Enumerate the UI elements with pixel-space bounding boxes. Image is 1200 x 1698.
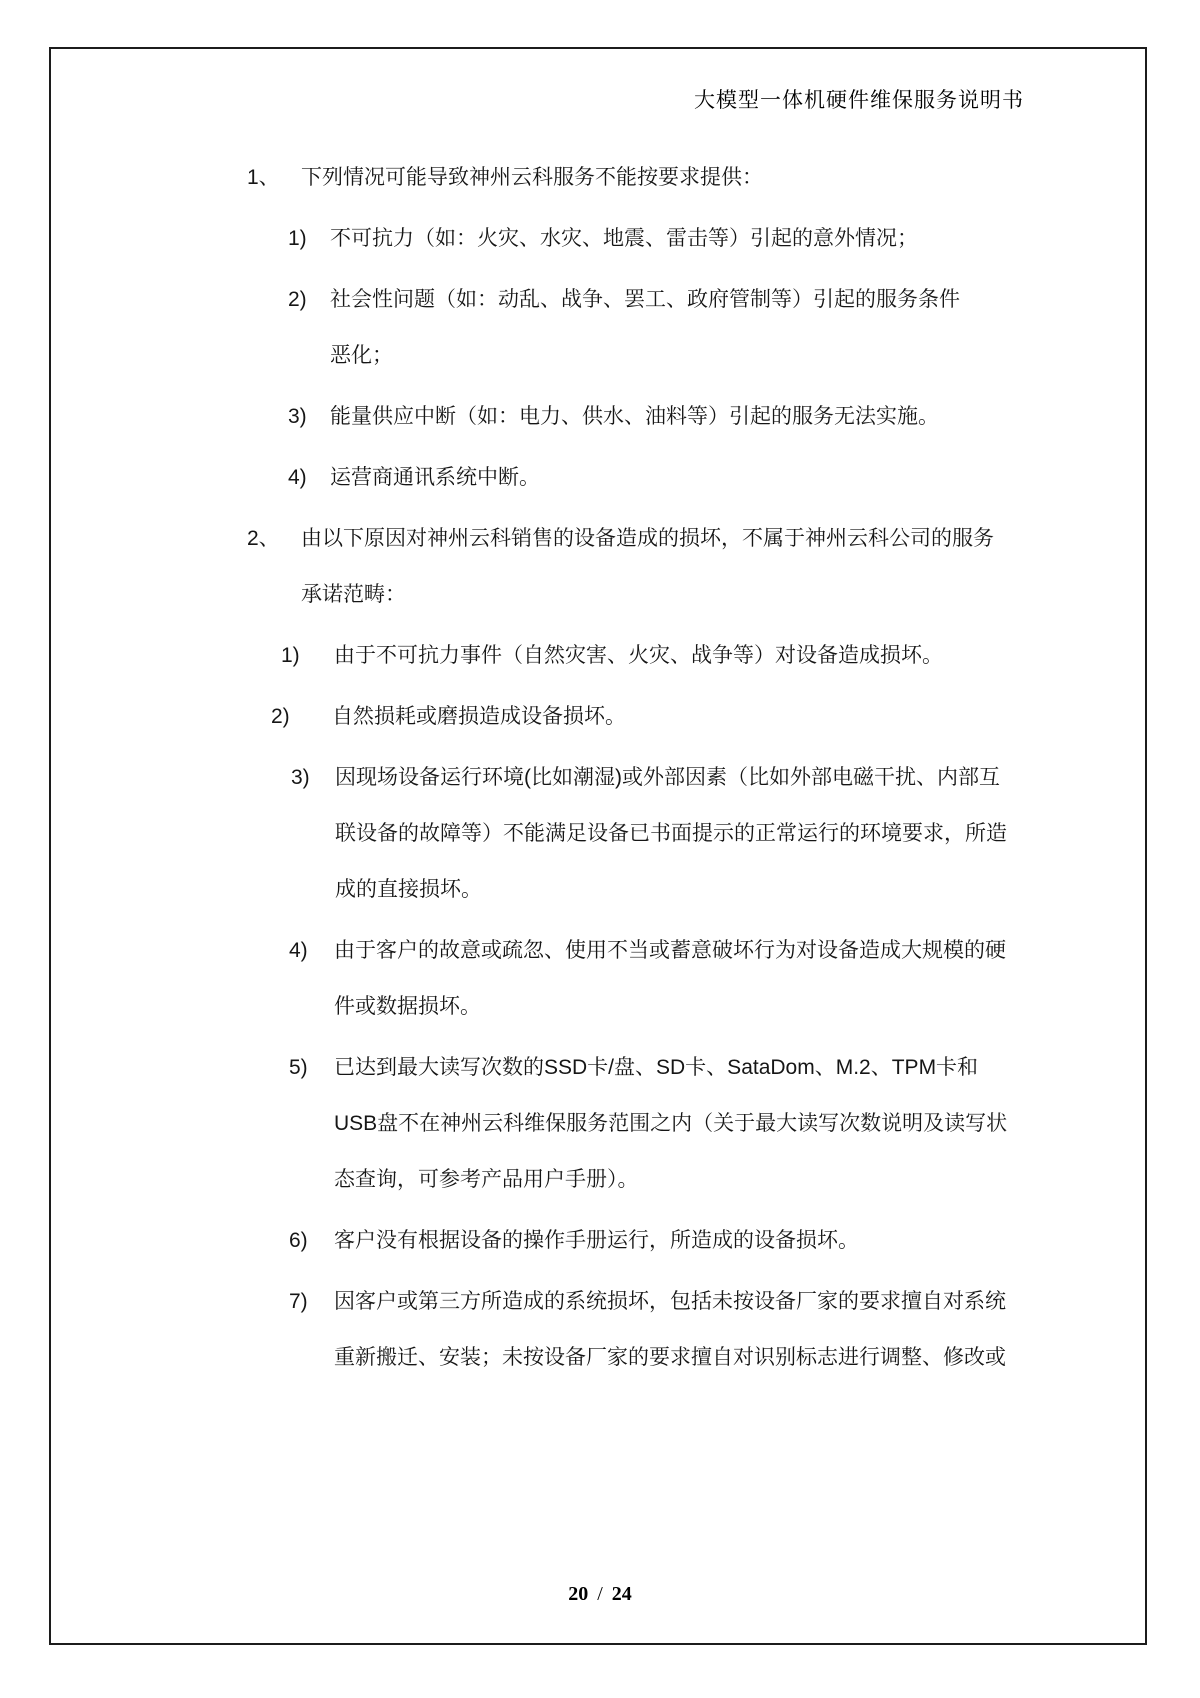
list-item-number: 5): [289, 1056, 308, 1079]
list-item-text: 能量供应中断（如：电力、供水、油料等）引起的服务无法实施。: [330, 405, 939, 428]
list-item: [0, 211, 1200, 267]
list-item: [0, 450, 1200, 506]
page-footer: [0, 1583, 1200, 1606]
list-item: [0, 150, 1200, 206]
list-item: [0, 750, 1200, 918]
list-item-number: 2、: [247, 527, 280, 550]
document-body: [0, 150, 1200, 1386]
list-item: [0, 389, 1200, 445]
list-item-text: 由于不可抗力事件（自然灾害、火灾、战争等）对设备造成损坏。: [334, 644, 943, 667]
list-item-text: 运营商通讯系统中断。: [330, 466, 540, 489]
list-item-number: 6): [289, 1229, 308, 1252]
list-item-number: 4): [289, 939, 308, 962]
list-item-number: 1): [288, 227, 307, 250]
list-item-text: USB盘不在神州云科维保服务范围之内（关于最大读写次数说明及读写状: [334, 1112, 1008, 1135]
list-item-number: 1、: [247, 166, 280, 189]
document-header: 大模型一体机硬件维保服务说明书: [694, 88, 1024, 112]
list-item-text: 因客户或第三方所造成的系统损坏，包括未按设备厂家的要求擅自对系统: [334, 1290, 1006, 1313]
list-item-text: 承诺范畴：: [301, 583, 406, 606]
list-item-text: 自然损耗或磨损造成设备损坏。: [332, 705, 626, 728]
list-item: [0, 628, 1200, 684]
list-item-number: 3): [291, 766, 310, 789]
list-item-text: 下列情况可能导致神州云科服务不能按要求提供：: [301, 166, 763, 189]
list-item-text: 社会性问题（如：动乱、战争、罢工、政府管制等）引起的服务条件: [330, 288, 960, 311]
list-item-number: 4): [288, 466, 307, 489]
list-item-text: 已达到最大读写次数的SSD卡/盘、SD卡、SataDom、M.2、TPM卡和: [334, 1056, 979, 1079]
list-item-number: 3): [288, 405, 307, 428]
list-item-number: 2): [271, 705, 290, 728]
list-item: [0, 272, 1200, 384]
list-item-text: 联设备的故障等）不能满足设备已书面提示的正常运行的环境要求，所造: [335, 822, 1007, 845]
list-item-text: 因现场设备运行环境(比如潮湿)或外部因素（比如外部电磁干扰、内部互: [335, 766, 1000, 789]
list-item-text: 客户没有根据设备的操作手册运行，所造成的设备损坏。: [334, 1229, 859, 1252]
page-number-separator: /: [597, 1583, 603, 1605]
list-item-text: 不可抗力（如：火灾、水灾、地震、雷击等）引起的意外情况；: [330, 227, 918, 250]
list-item-text: 由于客户的故意或疏忽、使用不当或蓄意破坏行为对设备造成大规模的硬: [334, 939, 1006, 962]
list-item-number: 7): [289, 1290, 308, 1313]
list-item: [0, 689, 1200, 745]
list-item: [0, 1274, 1200, 1386]
page-number-total: 24: [611, 1583, 632, 1605]
list-item-text: 重新搬迁、安装；未按设备厂家的要求擅自对识别标志进行调整、修改或: [334, 1346, 1006, 1369]
list-item: [0, 1213, 1200, 1269]
list-item-text: 由以下原因对神州云科销售的设备造成的损坏，不属于神州云科公司的服务: [301, 527, 994, 550]
page-number-current: 20: [568, 1583, 589, 1605]
list-item-text: 恶化；: [330, 344, 393, 367]
list-item: [0, 511, 1200, 623]
list-item-text: 件或数据损坏。: [334, 995, 481, 1018]
list-item-text: 态查询，可参考产品用户手册）。: [334, 1168, 639, 1191]
list-item-number: 1): [281, 644, 300, 667]
list-item-number: 2): [288, 288, 307, 311]
list-item-text: 成的直接损坏。: [335, 878, 482, 901]
list-item: [0, 923, 1200, 1035]
list-item: [0, 1040, 1200, 1208]
